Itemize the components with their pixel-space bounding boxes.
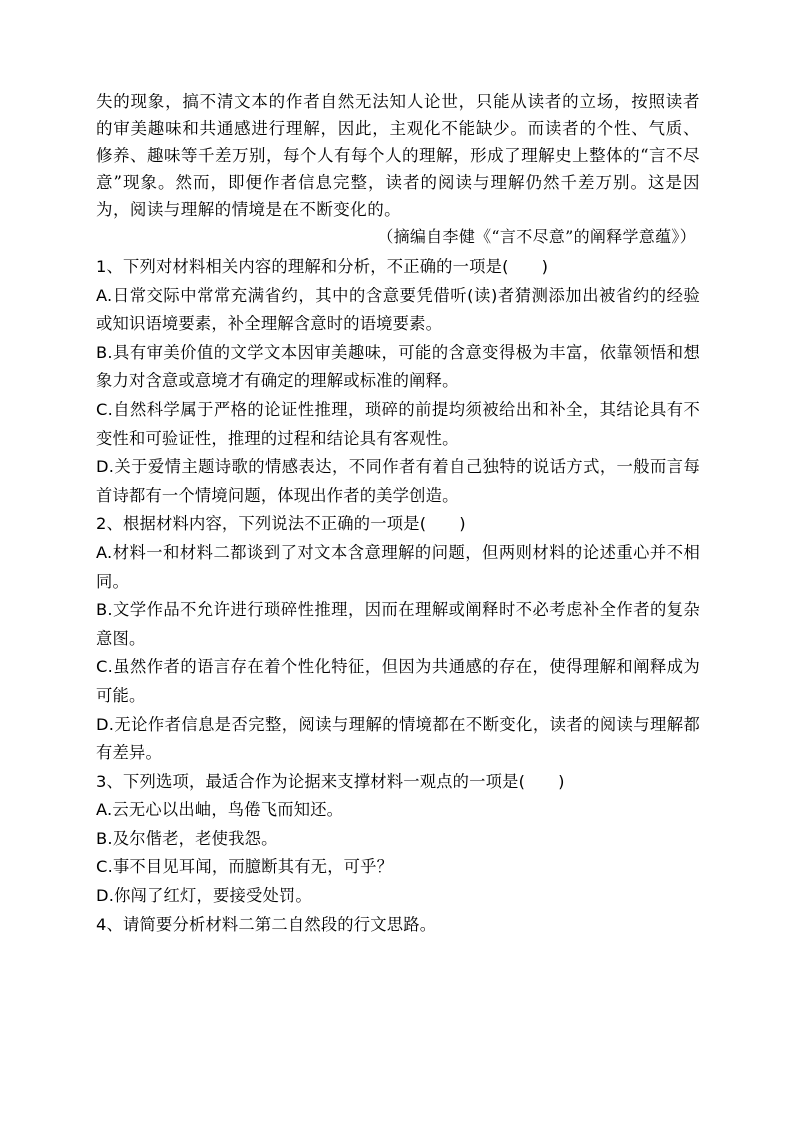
option-c: C.事不目见耳闻，而臆断其有无，可乎？ [96, 857, 394, 877]
question-stem: 1、下列对材料相关内容的理解和分析，不正确的一项是( ) [96, 257, 549, 276]
option-d: D.关于爱情主题诗歌的情感表达，不同作者有着自己独特的说话方式，一般而言每首诗都有一个情境问题，体现出作者的美学创造。 [96, 457, 700, 505]
question-1 [96, 253, 700, 510]
passage-text: 失的现象，搞不清文本的作者自然无法知人论世，只能从读者的立场，按照读者的审美趣味和共通感进行理解，因此，主观化不能缺少。而读者的个性、气质、修养、趣味等千差万别，每个人有每个人的理解，形成了理解史上整体的“言不尽意”现象。然而，即便作者信息完整，读者的阅读与理解仍然千差万别。这是因为，阅读与理解的情境是在不断变化的。 [96, 92, 700, 219]
option-d: D.无论作者信息是否完整，阅读与理解的情境都在不断变化，读者的阅读与理解都有差异。 [96, 714, 700, 763]
question-4 [96, 911, 700, 940]
passage-source: （摘编自李健《“言不尽意”的阐释学意蕴》） [377, 227, 696, 246]
document-page [96, 88, 700, 939]
option-a: A.云无心以出岫，鸟倦飞而知还。 [96, 800, 344, 820]
option-a: A.日常交际中常常充满省约，其中的含意要凭借听(读)者猜测添加出被省约的经验或知识语境要素，补全理解含意时的语境要素。 [96, 285, 700, 334]
option-c: C.虽然作者的语言存在着个性化特征，但因为共通感的存在，使得理解和阐释成为可能。 [96, 657, 700, 705]
option-b: B.及尔偕老，老使我怨。 [96, 828, 278, 848]
question-2 [96, 510, 700, 767]
question-3 [96, 768, 700, 911]
option-c: C.自然科学属于严格的论证性推理，琐碎的前提均须被给出和补全，其结论具有不变性和可验证性，推理的过程和结论具有客观性。 [96, 399, 700, 448]
question-stem: 2、根据材料内容，下列说法不正确的一项是( ) [96, 514, 466, 534]
question-stem: 4、请简要分析材料二第二自然段的行文思路。 [96, 914, 437, 934]
option-b: B.文学作品不允许进行琐碎性推理，因而在理解或阐释时不必考虑补全作者的复杂意图。 [96, 600, 700, 648]
option-a: A.材料一和材料二都谈到了对文本含意理解的问题，但两则材料的论述重心并不相同。 [96, 542, 700, 591]
question-stem: 3、下列选项，最适合作为论据来支撑材料一观点的一项是( ) [96, 771, 565, 791]
option-b: B.具有审美价值的文学文本因审美趣味，可能的含意变得极为丰富，依靠领悟和想象力对含意或意境才有确定的理解或标准的阐释。 [96, 342, 700, 391]
option-d: D.你闯了红灯，要接受处罚。 [96, 886, 312, 906]
